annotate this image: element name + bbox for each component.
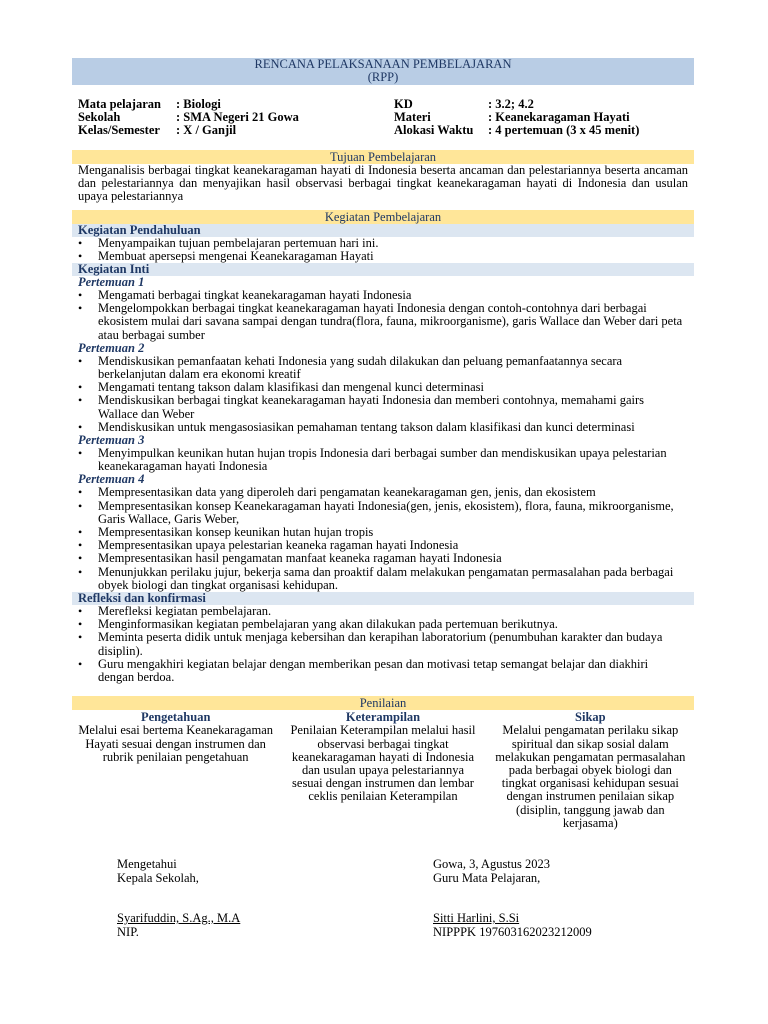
list-item: • Mengelompokkan berbagai tingkat keanekaragaman hayati Indonesia dengan contoh-contohnya dari berbagai ekosistem mulai dari savana sampai dengan tundra(flora, fauna, mikroorganisme), garis Wallace dan Weber dari peta atau berbagai sumber: [72, 302, 694, 342]
identity-value: : 3.2; 4.2: [488, 97, 534, 111]
signature-date: Gowa, 3, Agustus 2023: [433, 857, 551, 871]
document-subtitle: (RPP): [367, 70, 399, 84]
meeting-title: Pertemuan 4: [78, 472, 145, 487]
title-band: [72, 58, 694, 85]
assessment-column-skills: [279, 710, 486, 830]
list-item: • Menunjukkan perilaku jujur, bekerja sama dan proaktif dalam melakukan pengamatan permasalahan pada berbagai obyek biologi dan tingkat organisasi kehidupan.: [72, 566, 694, 592]
assessment-column-title: Pengetahuan: [140, 710, 211, 725]
meeting-list: [72, 289, 694, 342]
list-item: • Mempresentasikan hasil pengamatan manfaat keaneka ragaman hayati Indonesia: [72, 552, 694, 565]
list-item: • Menyimpulkan keunikan hutan hujan tropis Indonesia dari berbagai sumber dan mendiskusikan upaya pelestarian keanekaragaman hayati Indonesia: [72, 447, 694, 473]
list-item: • Mengamati berbagai tingkat keanekaragaman hayati Indonesia: [72, 289, 694, 302]
identity-label: Mata pelajaran: [78, 97, 161, 111]
list-item: • Mengamati tentang takson dalam klasifikasi dan mengenal kunci determinasi: [72, 381, 694, 394]
objective-text: Menganalisis berbagai tingkat keanekaragaman hayati di Indonesia beserta ancaman dan pelestariannya beserta ancaman dan pelestariannya dan menyajikan hasil observasi berbagai tingkat keanekaragaman hayati di Indonesia dan usulan upaya pelestariannya: [78, 163, 688, 204]
signature-role: Kepala Sekolah,: [117, 870, 199, 885]
reflection-heading: Refleksi dan konfirmasi: [72, 592, 694, 605]
assessment-column-attitude: [487, 710, 694, 830]
meeting-list: [72, 355, 694, 434]
assessment-column-text: Penilaian Keterampilan melalui hasil observasi berbagai tingkat keanekaragaman hayati di Indonesia dan usulan upaya pelestariannya sesuai dengan instrumen dan lembar ceklis penilaian Keterampilan: [290, 723, 476, 804]
signature-id: NIP.: [117, 924, 139, 939]
list-item: • Guru mengakhiri kegiatan belajar dengan memberikan pesan dan motivasi tetap semangat belajar dan diakhiri dengan berdoa.: [72, 658, 694, 684]
intro-heading: Kegiatan Pendahuluan: [72, 224, 694, 237]
signature-name: Sitti Harlini, S.Si: [433, 911, 520, 925]
identity-value: : Keanekaragaman Hayati: [488, 110, 630, 124]
list-item: • Mempresentasikan upaya pelestarian keaneka ragaman hayati Indonesia: [72, 539, 694, 552]
meeting-title: Pertemuan 3: [78, 433, 145, 448]
identity-value: : 4 pertemuan (3 x 45 menit): [488, 123, 640, 137]
rpp-document: [72, 57, 694, 939]
identity-label: KD: [394, 97, 413, 111]
signature-principal: [117, 858, 240, 939]
signature-role: Guru Mata Pelajaran,: [433, 870, 541, 885]
meeting-title: Pertemuan 2: [78, 340, 145, 355]
list-item: • Membuat apersepsi mengenai Keanekaragaman Hayati: [72, 250, 694, 263]
objective-heading: Tujuan Pembelajaran: [72, 150, 694, 164]
assessment-column-text: Melalui pengamatan perilaku sikap spiritual dan sikap sosial dalam melakukan pengamatan permasalahan pada berbagai obyek biologi dan tingkat organisasi kehidupan sesuai dengan instrumen penilaian sikap (disiplin, tanggung jawab dan kerjasama): [495, 723, 686, 830]
signature-line: Mengetahui: [117, 857, 177, 871]
assessment-column-title: Keterampilan: [345, 710, 421, 725]
identity-row: [72, 124, 694, 137]
meeting-list: [72, 447, 694, 473]
list-item: • Mendiskusikan untuk mengasosiasikan pemahaman tentang takson dalam klasifikasi dan kunci determinasi: [72, 421, 694, 434]
core-heading: Kegiatan Inti: [72, 263, 694, 276]
list-item: • Menginformasikan kegiatan pembelajaran yang akan dilakukan pada pertemuan berikutnya.: [72, 618, 694, 631]
assessment-column-text: Melalui esai bertema Keanekaragaman Hayati sesuai dengan instrumen dan rubrik penilaian pengetahuan: [78, 723, 274, 764]
list-item: • Mempresentasikan konsep Keanekaragaman hayati Indonesia(gen, jenis, ekosistem), flora, fauna, mikroorganisme, Garis Wallace, Garis Weber,: [72, 500, 694, 526]
list-item: • Menyampaikan tujuan pembelajaran pertemuan hari ini.: [72, 237, 694, 250]
identity-table: [72, 98, 694, 137]
identity-label: Sekolah: [78, 110, 121, 124]
identity-label: Materi: [394, 110, 431, 124]
assessment-heading: Penilaian: [72, 696, 694, 710]
activities-heading: Kegiatan Pembelajaran: [72, 210, 694, 224]
list-item: • Merefleksi kegiatan pembelajaran.: [72, 605, 694, 618]
assessment-column-title: Sikap: [575, 710, 606, 725]
assessment-columns: [72, 710, 694, 830]
identity-label: Kelas/Semester: [78, 123, 160, 137]
identity-value: : X / Ganjil: [176, 123, 237, 137]
list-item: • Meminta peserta didik untuk menjaga kebersihan dan kerapihan laboratorium (penumbuhan karakter dan budaya disiplin).: [72, 631, 694, 657]
identity-label: Alokasi Waktu: [394, 123, 474, 137]
list-item: • Mendiskusikan pemanfaatan kehati Indonesia yang sudah dilakukan dan peluang pemanfaatannya secara berkelanjutan dalam era ekonomi kreatif: [72, 355, 694, 381]
assessment-column-knowledge: [72, 710, 279, 830]
reflection-list: [72, 605, 694, 684]
intro-list: [72, 237, 694, 263]
document-title: RENCANA PELAKSANAAN PEMBELAJARAN: [254, 57, 512, 71]
list-item: • Mempresentasikan konsep keunikan hutan hujan tropis: [72, 526, 694, 539]
signature-teacher: [433, 858, 592, 939]
identity-value: : Biologi: [176, 97, 221, 111]
meeting-list: [72, 486, 694, 592]
list-item: • Mendiskusikan berbagai tingkat keanekaragaman hayati Indonesia dan memberi contohnya, memahami gairs Wallace dan Weber: [72, 394, 694, 420]
meeting-title: Pertemuan 1: [78, 275, 145, 290]
identity-value: : SMA Negeri 21 Gowa: [176, 110, 299, 124]
signature-name: Syarifuddin, S.Ag., M.A: [117, 911, 241, 925]
list-item: • Mempresentasikan data yang diperoleh dari pengamatan keanekaragaman gen, jenis, dan ekosistem: [72, 486, 694, 499]
signature-id: NIPPPK 197603162023212009: [433, 924, 592, 939]
